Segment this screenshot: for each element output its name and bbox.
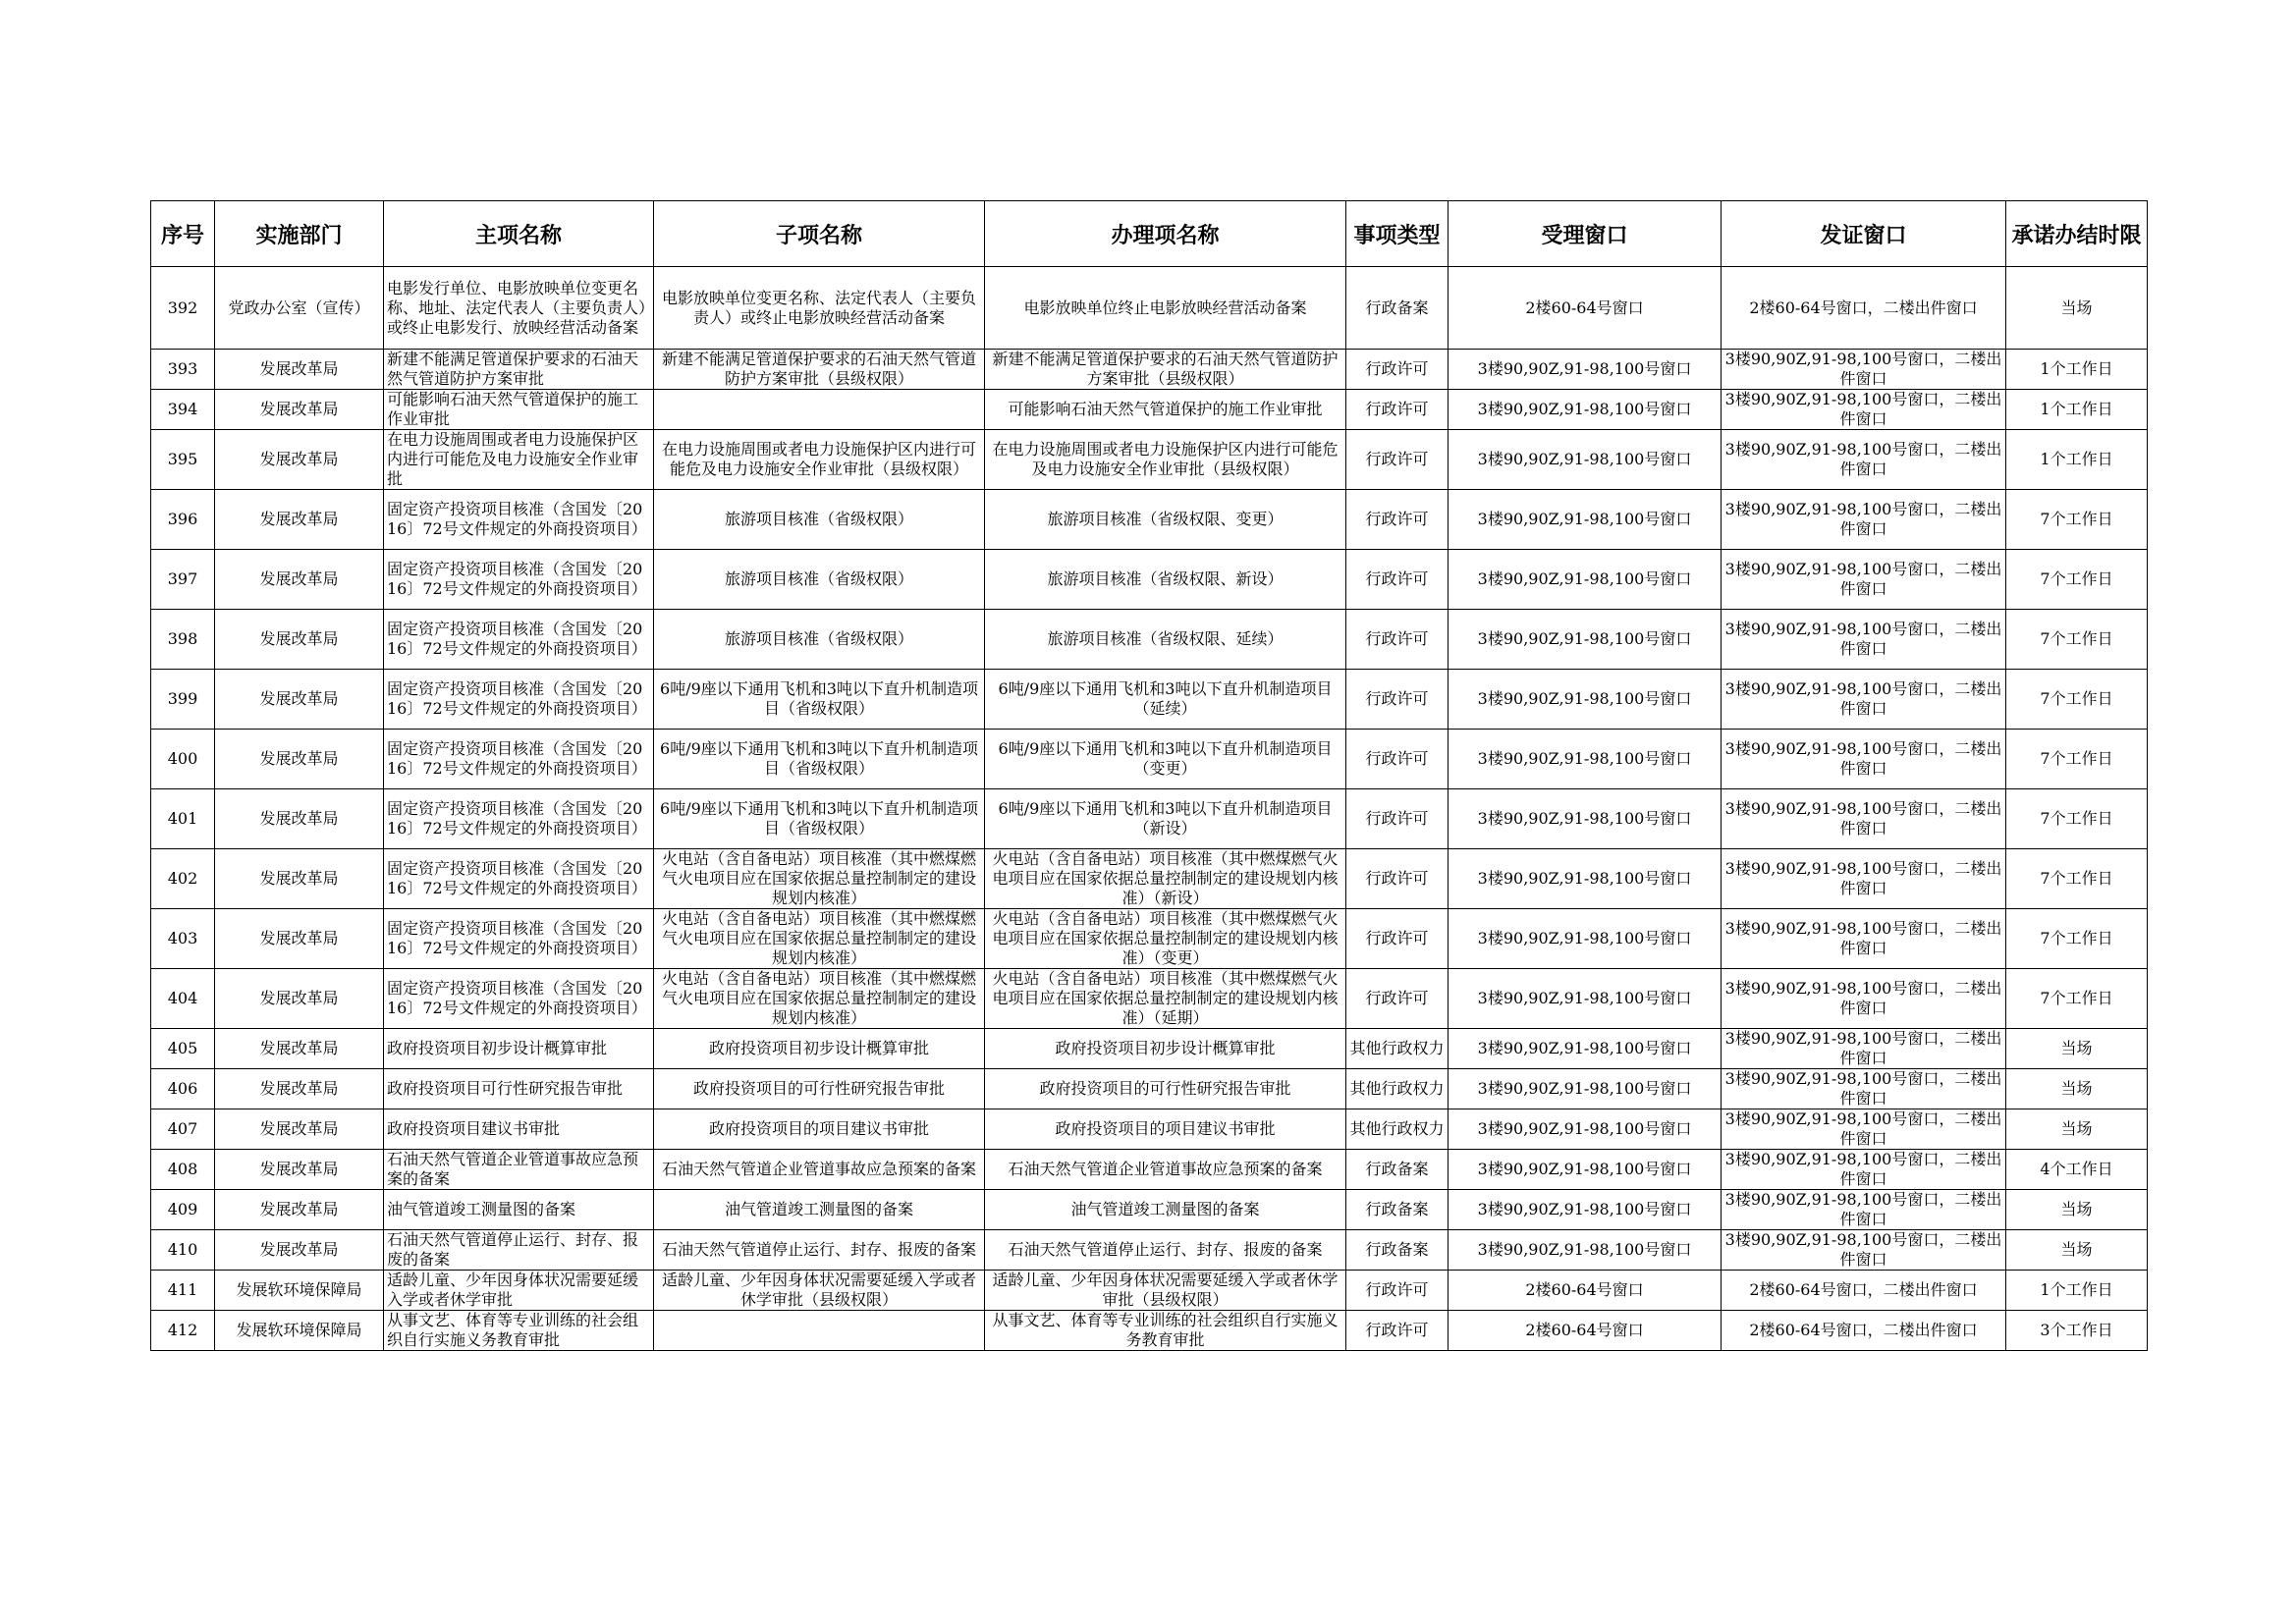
cell-item: 新建不能满足管道保护要求的石油天然气管道防护方案审批（县级权限） [985,350,1346,390]
table-row [151,1190,2148,1230]
cell-dept: 发展改革局 [215,1190,384,1230]
cell-sub: 油气管道竣工测量图的备案 [654,1190,985,1230]
cell-limit: 7个工作日 [2006,730,2148,789]
cell-no: 408 [151,1150,215,1190]
cell-dept: 发展改革局 [215,1150,384,1190]
cell-no: 400 [151,730,215,789]
cell-no: 394 [151,390,215,430]
cell-dept: 发展改革局 [215,610,384,670]
cell-limit: 1个工作日 [2006,430,2148,490]
cell-item: 从事文艺、体育等专业训练的社会组织自行实施义务教育审批 [985,1311,1346,1351]
header-sub: 子项名称 [654,201,985,267]
cell-issue: 3楼90,90Z,91-98,100号窗口，二楼出件窗口 [1722,350,2006,390]
cell-item: 适龄儿童、少年因身体状况需要延缓入学或者休学审批（县级权限） [985,1271,1346,1311]
cell-type: 行政许可 [1346,909,1449,969]
cell-main: 从事文艺、体育等专业训练的社会组织自行实施义务教育审批 [384,1311,654,1351]
cell-main: 可能影响石油天然气管道保护的施工作业审批 [384,390,654,430]
header-type: 事项类型 [1346,201,1449,267]
cell-dept: 发展改革局 [215,1029,384,1069]
cell-no: 410 [151,1230,215,1271]
cell-type: 行政许可 [1346,350,1449,390]
cell-item: 可能影响石油天然气管道保护的施工作业审批 [985,390,1346,430]
cell-item: 石油天然气管道停止运行、封存、报废的备案 [985,1230,1346,1271]
cell-accept: 3楼90,90Z,91-98,100号窗口 [1449,430,1722,490]
cell-dept: 发展改革局 [215,789,384,849]
cell-issue: 2楼60-64号窗口，二楼出件窗口 [1722,1271,2006,1311]
cell-limit: 7个工作日 [2006,909,2148,969]
cell-no: 397 [151,550,215,610]
header-issue: 发证窗口 [1722,201,2006,267]
cell-limit: 7个工作日 [2006,969,2148,1029]
table-row [151,909,2148,969]
cell-no: 396 [151,490,215,550]
table-row [151,350,2148,390]
table-row [151,789,2148,849]
table-row [151,1150,2148,1190]
cell-issue: 3楼90,90Z,91-98,100号窗口，二楼出件窗口 [1722,430,2006,490]
table-row [151,1109,2148,1150]
cell-type: 行政许可 [1346,430,1449,490]
cell-sub: 旅游项目核准（省级权限） [654,550,985,610]
cell-main: 政府投资项目可行性研究报告审批 [384,1069,654,1109]
cell-dept: 发展改革局 [215,490,384,550]
cell-limit: 1个工作日 [2006,390,2148,430]
cell-item: 6吨/9座以下通用飞机和3吨以下直升机制造项目（新设） [985,789,1346,849]
cell-dept: 发展改革局 [215,969,384,1029]
cell-main: 政府投资项目建议书审批 [384,1109,654,1150]
cell-main: 石油天然气管道停止运行、封存、报废的备案 [384,1230,654,1271]
cell-dept: 发展改革局 [215,670,384,730]
cell-type: 行政许可 [1346,1311,1449,1351]
cell-main: 在电力设施周围或者电力设施保护区内进行可能危及电力设施安全作业审批 [384,430,654,490]
cell-type: 行政许可 [1346,849,1449,909]
cell-accept: 3楼90,90Z,91-98,100号窗口 [1449,969,1722,1029]
table-row [151,969,2148,1029]
cell-no: 403 [151,909,215,969]
cell-type: 行政许可 [1346,610,1449,670]
cell-limit: 当场 [2006,1109,2148,1150]
cell-issue: 3楼90,90Z,91-98,100号窗口，二楼出件窗口 [1722,730,2006,789]
cell-accept: 2楼60-64号窗口 [1449,1271,1722,1311]
cell-main: 固定资产投资项目核准（含国发〔2016〕72号文件规定的外商投资项目） [384,849,654,909]
cell-accept: 3楼90,90Z,91-98,100号窗口 [1449,490,1722,550]
cell-dept: 发展改革局 [215,550,384,610]
cell-no: 402 [151,849,215,909]
cell-no: 398 [151,610,215,670]
cell-limit: 当场 [2006,1029,2148,1069]
cell-sub: 适龄儿童、少年因身体状况需要延缓入学或者休学审批（县级权限） [654,1271,985,1311]
table-row [151,730,2148,789]
cell-type: 行政许可 [1346,550,1449,610]
cell-limit: 当场 [2006,1069,2148,1109]
cell-accept: 3楼90,90Z,91-98,100号窗口 [1449,789,1722,849]
cell-issue: 3楼90,90Z,91-98,100号窗口，二楼出件窗口 [1722,390,2006,430]
cell-limit: 7个工作日 [2006,550,2148,610]
cell-limit: 4个工作日 [2006,1150,2148,1190]
table-row [151,849,2148,909]
cell-main: 固定资产投资项目核准（含国发〔2016〕72号文件规定的外商投资项目） [384,490,654,550]
cell-item: 电影放映单位终止电影放映经营活动备案 [985,267,1346,350]
cell-accept: 3楼90,90Z,91-98,100号窗口 [1449,1190,1722,1230]
cell-main: 政府投资项目初步设计概算审批 [384,1029,654,1069]
cell-dept: 发展改革局 [215,730,384,789]
cell-sub: 政府投资项目的可行性研究报告审批 [654,1069,985,1109]
cell-accept: 3楼90,90Z,91-98,100号窗口 [1449,610,1722,670]
header-no: 序号 [151,201,215,267]
cell-item: 油气管道竣工测量图的备案 [985,1190,1346,1230]
cell-sub: 在电力设施周围或者电力设施保护区内进行可能危及电力设施安全作业审批（县级权限） [654,430,985,490]
cell-accept: 3楼90,90Z,91-98,100号窗口 [1449,670,1722,730]
cell-type: 行政备案 [1346,1150,1449,1190]
cell-limit: 1个工作日 [2006,350,2148,390]
table-row [151,1271,2148,1311]
cell-limit: 当场 [2006,267,2148,350]
cell-accept: 3楼90,90Z,91-98,100号窗口 [1449,909,1722,969]
cell-issue: 2楼60-64号窗口，二楼出件窗口 [1722,1311,2006,1351]
cell-no: 395 [151,430,215,490]
cell-no: 393 [151,350,215,390]
cell-type: 行政备案 [1346,1190,1449,1230]
cell-main: 固定资产投资项目核准（含国发〔2016〕72号文件规定的外商投资项目） [384,730,654,789]
cell-dept: 发展改革局 [215,390,384,430]
cell-dept: 发展改革局 [215,909,384,969]
cell-main: 固定资产投资项目核准（含国发〔2016〕72号文件规定的外商投资项目） [384,909,654,969]
cell-no: 401 [151,789,215,849]
cell-accept: 3楼90,90Z,91-98,100号窗口 [1449,390,1722,430]
cell-issue: 3楼90,90Z,91-98,100号窗口，二楼出件窗口 [1722,1230,2006,1271]
cell-no: 411 [151,1271,215,1311]
cell-accept: 3楼90,90Z,91-98,100号窗口 [1449,1150,1722,1190]
cell-sub: 政府投资项目的项目建议书审批 [654,1109,985,1150]
header-limit: 承诺办结时限 [2006,201,2148,267]
cell-limit: 7个工作日 [2006,789,2148,849]
cell-issue: 3楼90,90Z,91-98,100号窗口，二楼出件窗口 [1722,670,2006,730]
cell-item: 旅游项目核准（省级权限、新设） [985,550,1346,610]
cell-sub: 火电站（含自备电站）项目核准（其中燃煤燃气火电项目应在国家依据总量控制制定的建设规划内核准） [654,909,985,969]
table-row [151,430,2148,490]
cell-sub: 石油天然气管道企业管道事故应急预案的备案 [654,1150,985,1190]
cell-issue: 3楼90,90Z,91-98,100号窗口，二楼出件窗口 [1722,1069,2006,1109]
header-main: 主项名称 [384,201,654,267]
cell-main: 电影发行单位、电影放映单位变更名称、地址、法定代表人（主要负责人）或终止电影发行、放映经营活动备案 [384,267,654,350]
cell-accept: 2楼60-64号窗口 [1449,267,1722,350]
cell-dept: 发展改革局 [215,430,384,490]
cell-limit: 7个工作日 [2006,610,2148,670]
cell-item: 6吨/9座以下通用飞机和3吨以下直升机制造项目（延续） [985,670,1346,730]
cell-accept: 3楼90,90Z,91-98,100号窗口 [1449,1230,1722,1271]
cell-issue: 3楼90,90Z,91-98,100号窗口，二楼出件窗口 [1722,849,2006,909]
cell-sub [654,390,985,430]
service-items-table [150,200,2148,1351]
cell-main: 新建不能满足管道保护要求的石油天然气管道防护方案审批 [384,350,654,390]
table-row [151,267,2148,350]
table-row [151,670,2148,730]
cell-dept: 发展软环境保障局 [215,1311,384,1351]
cell-issue: 3楼90,90Z,91-98,100号窗口，二楼出件窗口 [1722,490,2006,550]
cell-no: 412 [151,1311,215,1351]
cell-sub: 旅游项目核准（省级权限） [654,610,985,670]
cell-sub: 火电站（含自备电站）项目核准（其中燃煤燃气火电项目应在国家依据总量控制制定的建设规划内核准） [654,849,985,909]
cell-dept: 党政办公室（宣传） [215,267,384,350]
cell-type: 行政许可 [1346,730,1449,789]
cell-dept: 发展改革局 [215,1230,384,1271]
cell-issue: 3楼90,90Z,91-98,100号窗口，二楼出件窗口 [1722,1190,2006,1230]
table-row [151,490,2148,550]
cell-no: 392 [151,267,215,350]
cell-dept: 发展改革局 [215,849,384,909]
cell-item: 火电站（含自备电站）项目核准（其中燃煤燃气火电项目应在国家依据总量控制制定的建设规划内核准）（延期） [985,969,1346,1029]
cell-limit: 7个工作日 [2006,849,2148,909]
cell-sub: 政府投资项目初步设计概算审批 [654,1029,985,1069]
table-row [151,1230,2148,1271]
cell-issue: 3楼90,90Z,91-98,100号窗口，二楼出件窗口 [1722,909,2006,969]
cell-issue: 3楼90,90Z,91-98,100号窗口，二楼出件窗口 [1722,1029,2006,1069]
cell-issue: 3楼90,90Z,91-98,100号窗口，二楼出件窗口 [1722,1150,2006,1190]
cell-item: 旅游项目核准（省级权限、延续） [985,610,1346,670]
cell-limit: 当场 [2006,1190,2148,1230]
cell-main: 固定资产投资项目核准（含国发〔2016〕72号文件规定的外商投资项目） [384,789,654,849]
cell-no: 406 [151,1069,215,1109]
cell-item: 政府投资项目的项目建议书审批 [985,1109,1346,1150]
cell-issue: 3楼90,90Z,91-98,100号窗口，二楼出件窗口 [1722,789,2006,849]
cell-item: 6吨/9座以下通用飞机和3吨以下直升机制造项目（变更） [985,730,1346,789]
cell-main: 适龄儿童、少年因身体状况需要延缓入学或者休学审批 [384,1271,654,1311]
cell-accept: 3楼90,90Z,91-98,100号窗口 [1449,730,1722,789]
cell-sub: 火电站（含自备电站）项目核准（其中燃煤燃气火电项目应在国家依据总量控制制定的建设规划内核准） [654,969,985,1029]
cell-sub: 6吨/9座以下通用飞机和3吨以下直升机制造项目（省级权限） [654,789,985,849]
cell-accept: 2楼60-64号窗口 [1449,1311,1722,1351]
cell-dept: 发展改革局 [215,1069,384,1109]
cell-main: 固定资产投资项目核准（含国发〔2016〕72号文件规定的外商投资项目） [384,550,654,610]
cell-accept: 3楼90,90Z,91-98,100号窗口 [1449,849,1722,909]
cell-type: 行政许可 [1346,490,1449,550]
table-row [151,1029,2148,1069]
cell-sub: 新建不能满足管道保护要求的石油天然气管道防护方案审批（县级权限） [654,350,985,390]
cell-limit: 7个工作日 [2006,490,2148,550]
cell-accept: 3楼90,90Z,91-98,100号窗口 [1449,1109,1722,1150]
cell-no: 409 [151,1190,215,1230]
cell-type: 行政许可 [1346,670,1449,730]
cell-item: 旅游项目核准（省级权限、变更） [985,490,1346,550]
cell-type: 其他行政权力 [1346,1069,1449,1109]
cell-main: 固定资产投资项目核准（含国发〔2016〕72号文件规定的外商投资项目） [384,670,654,730]
cell-type: 其他行政权力 [1346,1109,1449,1150]
cell-sub: 6吨/9座以下通用飞机和3吨以下直升机制造项目（省级权限） [654,670,985,730]
cell-issue: 3楼90,90Z,91-98,100号窗口，二楼出件窗口 [1722,1109,2006,1150]
cell-type: 行政备案 [1346,267,1449,350]
cell-limit: 当场 [2006,1230,2148,1271]
cell-sub: 旅游项目核准（省级权限） [654,490,985,550]
cell-no: 407 [151,1109,215,1150]
table-header-row [151,201,2148,267]
cell-type: 行政许可 [1346,390,1449,430]
cell-item: 在电力设施周围或者电力设施保护区内进行可能危及电力设施安全作业审批（县级权限） [985,430,1346,490]
cell-issue: 3楼90,90Z,91-98,100号窗口，二楼出件窗口 [1722,550,2006,610]
cell-issue: 2楼60-64号窗口，二楼出件窗口 [1722,267,2006,350]
cell-type: 行政许可 [1346,1271,1449,1311]
cell-dept: 发展软环境保障局 [215,1271,384,1311]
cell-limit: 1个工作日 [2006,1271,2148,1311]
cell-type: 行政许可 [1346,969,1449,1029]
cell-item: 政府投资项目初步设计概算审批 [985,1029,1346,1069]
header-accept: 受理窗口 [1449,201,1722,267]
cell-limit: 7个工作日 [2006,670,2148,730]
header-dept: 实施部门 [215,201,384,267]
cell-sub: 石油天然气管道停止运行、封存、报废的备案 [654,1230,985,1271]
cell-type: 其他行政权力 [1346,1029,1449,1069]
cell-sub: 6吨/9座以下通用飞机和3吨以下直升机制造项目（省级权限） [654,730,985,789]
cell-sub [654,1311,985,1351]
table-row [151,390,2148,430]
cell-item: 政府投资项目的可行性研究报告审批 [985,1069,1346,1109]
cell-accept: 3楼90,90Z,91-98,100号窗口 [1449,1029,1722,1069]
table-row [151,550,2148,610]
table-row [151,1311,2148,1351]
cell-issue: 3楼90,90Z,91-98,100号窗口，二楼出件窗口 [1722,969,2006,1029]
table-row [151,1069,2148,1109]
cell-dept: 发展改革局 [215,350,384,390]
header-item: 办理项名称 [985,201,1346,267]
cell-limit: 3个工作日 [2006,1311,2148,1351]
cell-accept: 3楼90,90Z,91-98,100号窗口 [1449,1069,1722,1109]
cell-item: 火电站（含自备电站）项目核准（其中燃煤燃气火电项目应在国家依据总量控制制定的建设规划内核准）（变更） [985,909,1346,969]
cell-accept: 3楼90,90Z,91-98,100号窗口 [1449,350,1722,390]
cell-type: 行政许可 [1346,789,1449,849]
cell-main: 固定资产投资项目核准（含国发〔2016〕72号文件规定的外商投资项目） [384,610,654,670]
cell-main: 石油天然气管道企业管道事故应急预案的备案 [384,1150,654,1190]
cell-dept: 发展改革局 [215,1109,384,1150]
cell-main: 油气管道竣工测量图的备案 [384,1190,654,1230]
cell-main: 固定资产投资项目核准（含国发〔2016〕72号文件规定的外商投资项目） [384,969,654,1029]
cell-sub: 电影放映单位变更名称、法定代表人（主要负责人）或终止电影放映经营活动备案 [654,267,985,350]
cell-type: 行政备案 [1346,1230,1449,1271]
cell-no: 399 [151,670,215,730]
cell-issue: 3楼90,90Z,91-98,100号窗口，二楼出件窗口 [1722,610,2006,670]
table-row [151,610,2148,670]
cell-accept: 3楼90,90Z,91-98,100号窗口 [1449,550,1722,610]
cell-no: 404 [151,969,215,1029]
cell-no: 405 [151,1029,215,1069]
cell-item: 火电站（含自备电站）项目核准（其中燃煤燃气火电项目应在国家依据总量控制制定的建设规划内核准）（新设） [985,849,1346,909]
cell-item: 石油天然气管道企业管道事故应急预案的备案 [985,1150,1346,1190]
